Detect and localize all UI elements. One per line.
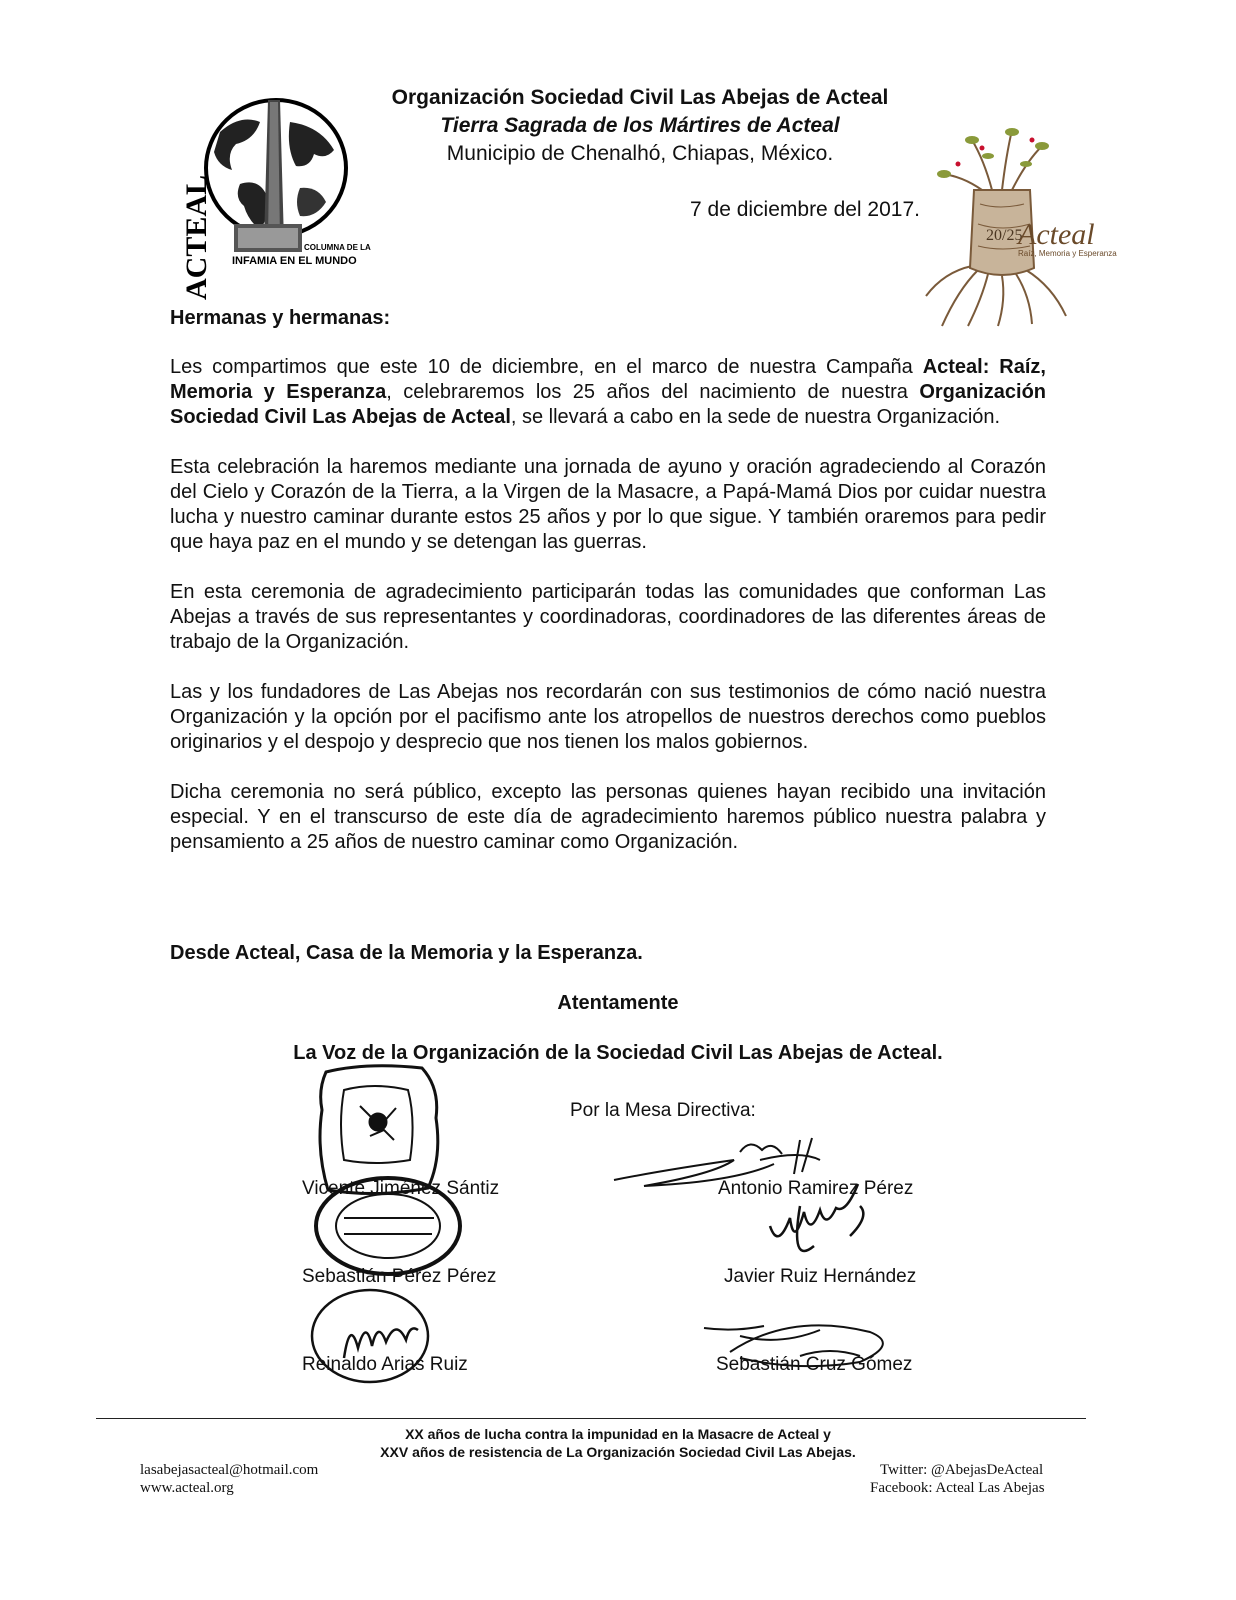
- acteal-tree-logo: [922, 120, 1117, 330]
- municipio: Municipio de Chenalhó, Chiapas, México.: [446, 142, 834, 165]
- logo-caption-2: INFAMIA EN EL MUNDO: [232, 255, 357, 267]
- salutation: Hermanas y hermanas:: [170, 307, 391, 329]
- paragraph-3: En esta ceremonia de agradecimiento participarán todas las comunidades que conforman Las Abejas a través de sus representantes y coordinadoras, coordinadores de las diferentes áreas de trabajo de la Organización.: [170, 581, 1046, 653]
- p1-bold-org: Organización Sociedad Civil Las Abejas de Acteal: [170, 381, 1047, 428]
- tree-icon: [922, 120, 1117, 330]
- letter-date: 7 de diciembre del 2017.: [690, 198, 920, 221]
- org-title: Organización Sociedad Civil Las Abejas de Acteal: [391, 86, 889, 109]
- footer-divider: [96, 1418, 1086, 1419]
- logo-tagline: Raíz, Memoria y Esperanza: [1018, 249, 1117, 258]
- signatory-left-3: Reinaldo Arias Ruiz: [302, 1354, 468, 1375]
- signatory-right-3: Sebastián Cruz Gómez: [716, 1354, 913, 1375]
- paragraph-4: Las y los fundadores de Las Abejas nos recordarán con sus testimonios de cómo nació nuestra Organización y la opción por el pacifismo ante los atropellos de nuestros derechos como pueblos originarios y el despojo y desprecio que nos tienen los malos gobiernos.: [170, 681, 1046, 753]
- footer-twitter: Twitter: @AbejasDeActeal: [880, 1462, 1044, 1478]
- por-la-mesa: Por la Mesa Directiva:: [570, 1100, 756, 1121]
- footer-facebook: Facebook: Acteal Las Abejas: [870, 1480, 1045, 1496]
- square-seal-icon: [320, 1066, 438, 1194]
- p1-text-1: Les compartimos que este 10 de diciembre, en el marco de nuestra Campaña: [170, 356, 923, 378]
- letter-body: [170, 306, 1046, 880]
- atentamente: Atentamente: [557, 992, 679, 1014]
- paragraph-2: Esta celebración la haremos mediante una jornada de ayuno y oración agradeciendo al Corazón del Cielo y Corazón de la Tierra, a la Virgen de la Masacre, a Papá-Mamá Dios por cuidar nuestra lucha y nuestro caminar durante estos 25 años y por lo que sigue. Y también oraremos para pedir que haya paz en el mundo y se detengan las guerras.: [170, 456, 1046, 553]
- logo-acteal-word: ACTEAL: [180, 174, 213, 300]
- footer-email: lasabejasacteal@hotmail.com: [140, 1462, 319, 1478]
- acteal-column-logo: [180, 92, 371, 300]
- paragraph-5: Dicha ceremonia no será público, excepto las personas quienes hayan recibido una invitación especial. Y en el transcurso de este día de agradecimiento haremos público nuestra palabra y pensamiento a 25 años de nuestro caminar como Organización.: [170, 781, 1046, 853]
- signatory-right-1: Antonio Ramirez Pérez: [718, 1178, 914, 1199]
- signatory-left-2: Sebastián Pérez Pérez: [302, 1266, 497, 1287]
- logo-acteal-script: Acteal: [1018, 218, 1095, 251]
- footer-line-1: XX años de lucha contra la impunidad en la Masacre de Acteal y: [405, 1426, 831, 1442]
- footer-line-2: XXV años de resistencia de La Organización Sociedad Civil Las Abejas.: [380, 1444, 856, 1460]
- signatory-right-2: Javier Ruiz Hernández: [724, 1266, 917, 1287]
- la-voz: La Voz de la Organización de la Sociedad Civil Las Abejas de Acteal.: [293, 1042, 943, 1064]
- org-subtitle: Tierra Sagrada de los Mártires de Acteal: [440, 114, 840, 137]
- signatory-left-1: Vicente Jiménez Sántiz: [302, 1178, 500, 1199]
- footer-website: www.acteal.org: [140, 1480, 234, 1496]
- globe-icon: [180, 92, 371, 300]
- p1-bold-campaign: Acteal: Raíz, Memoria y Esperanza: [170, 356, 1046, 403]
- p1-text-2: , celebraremos los 25 años del nacimiento de nuestra: [386, 381, 920, 403]
- logo-20-25: 20/25: [986, 227, 1023, 244]
- paragraph-1: [170, 355, 1046, 430]
- p1-text-3: , se llevará a cabo en la sede de nuestra Organización.: [510, 406, 1001, 428]
- desde-acteal: Desde Acteal, Casa de la Memoria y la Esperanza.: [170, 942, 643, 964]
- logo-caption-1: COLUMNA DE LA: [304, 243, 371, 252]
